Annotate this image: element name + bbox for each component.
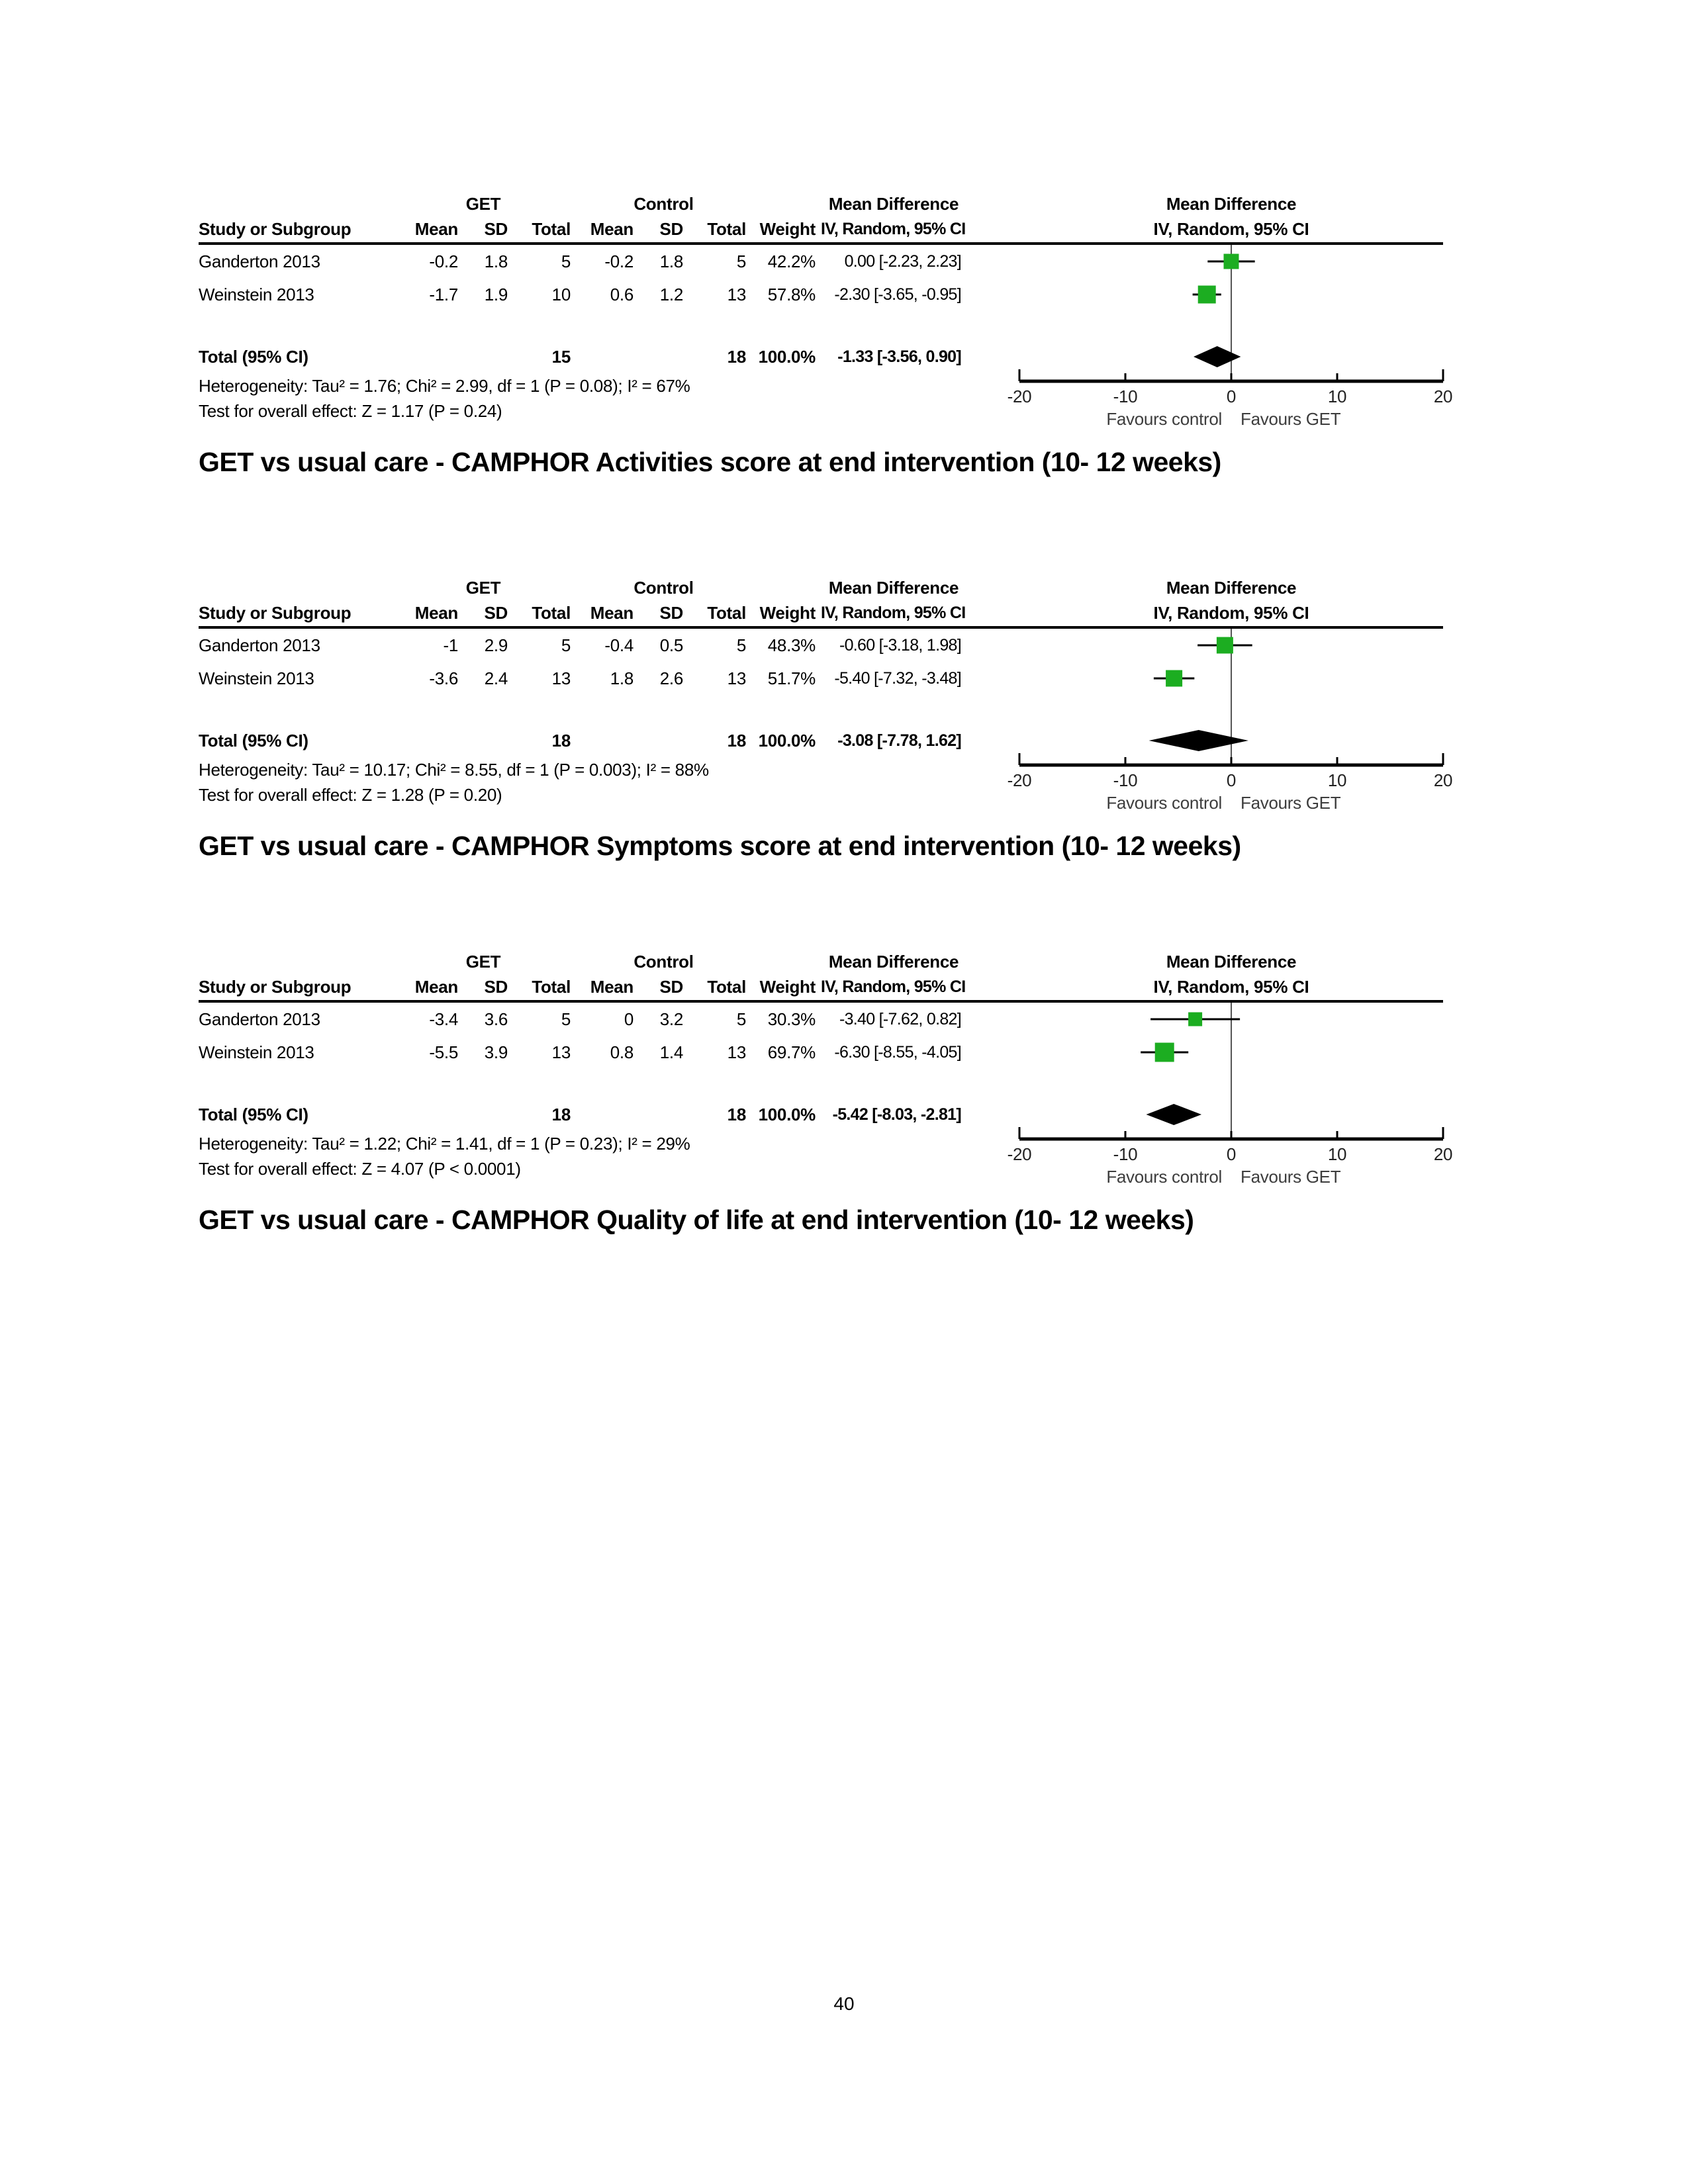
- total-column-header: Total: [532, 218, 571, 239]
- page-number: 40: [833, 1993, 855, 2014]
- figure-block: [199, 576, 1453, 880]
- total-control-n: 18: [727, 346, 746, 367]
- total-ci-text: -5.42 [-8.03, -2.81]: [832, 1105, 961, 1124]
- weight-column-header: Weight: [759, 602, 816, 623]
- axis-tick-label: 20: [1433, 770, 1453, 790]
- axis-tick-label: -20: [1007, 387, 1032, 406]
- sd-column-header: SD: [484, 218, 508, 239]
- sd-column-header: SD: [659, 602, 683, 623]
- forest-plot: [199, 950, 1453, 1187]
- control-mean-value: -0.2: [604, 251, 633, 271]
- figure-block: [199, 950, 1453, 1254]
- total-ci-text: -1.33 [-3.56, 0.90]: [837, 347, 961, 366]
- ci-text: -0.60 [-3.18, 1.98]: [839, 635, 961, 655]
- total-get-n: 18: [551, 730, 571, 751]
- pooled-diamond-marker: [1147, 1104, 1202, 1125]
- favours-left-label: Favours control: [1106, 1167, 1222, 1187]
- favours-left-label: Favours control: [1106, 793, 1222, 813]
- control-mean-value: 0: [624, 1009, 633, 1029]
- overall-effect-text: Test for overall effect: Z = 1.17 (P = 0.24): [199, 400, 502, 421]
- mean-difference-header: Mean Difference: [1166, 577, 1297, 598]
- mean-difference-header: Mean Difference: [828, 577, 959, 598]
- mean-difference-header: Mean Difference: [828, 193, 959, 214]
- study-label: Weinstein 2013: [199, 668, 314, 688]
- get-sd-value: 1.8: [484, 251, 508, 271]
- weight-value: 69.7%: [767, 1042, 816, 1062]
- weight-value: 30.3%: [767, 1009, 816, 1029]
- total-column-header: Total: [707, 976, 746, 997]
- figure-caption: GET vs usual care - CAMPHOR Symptoms score at end intervention (10- 12 weeks): [199, 831, 1241, 861]
- control-mean-value: 0.8: [610, 1042, 633, 1062]
- weight-column-header: Weight: [759, 976, 816, 997]
- control-mean-value: -0.4: [604, 635, 633, 655]
- effect-square-marker: [1198, 286, 1216, 304]
- ci-text: 0.00 [-2.23, 2.23]: [844, 251, 961, 271]
- study-label: Ganderton 2013: [199, 251, 320, 271]
- control-total-value: 13: [727, 668, 746, 688]
- study-column-header: Study or Subgroup: [199, 976, 352, 997]
- get-total-value: 13: [551, 668, 571, 688]
- control-sd-value: 2.6: [659, 668, 683, 688]
- mean-column-header: Mean: [414, 218, 458, 239]
- method-column-header: IV, Random, 95% CI: [821, 219, 966, 238]
- get-mean-value: -3.4: [429, 1009, 458, 1029]
- forest-plot: [199, 576, 1453, 813]
- total-control-n: 18: [727, 730, 746, 751]
- get-mean-value: -1: [443, 635, 458, 655]
- forest-graph: [1007, 576, 1453, 821]
- effect-square-marker: [1166, 670, 1182, 687]
- pooled-diamond-marker: [1194, 346, 1241, 367]
- mean-difference-header: Mean Difference: [1166, 951, 1297, 972]
- total-label: Total (95% CI): [199, 346, 308, 367]
- total-get-n: 18: [551, 1104, 571, 1124]
- total-weight: 100.0%: [758, 346, 816, 367]
- study-label: Ganderton 2013: [199, 1009, 320, 1029]
- study-column-header: Study or Subgroup: [199, 218, 352, 239]
- total-weight: 100.0%: [758, 730, 816, 751]
- total-weight: 100.0%: [758, 1104, 816, 1124]
- total-label: Total (95% CI): [199, 730, 308, 751]
- weight-value: 42.2%: [767, 251, 816, 271]
- effect-square-marker: [1217, 637, 1233, 654]
- control-sd-value: 3.2: [659, 1009, 683, 1029]
- favours-right-label: Favours GET: [1241, 793, 1341, 813]
- control-sd-value: 1.2: [659, 284, 683, 304]
- control-sd-value: 1.8: [659, 251, 683, 271]
- get-total-value: 13: [551, 1042, 571, 1062]
- forest-graph: [1007, 192, 1453, 437]
- method-column-header: IV, Random, 95% CI: [1153, 218, 1309, 239]
- total-ci-text: -3.08 [-7.78, 1.62]: [837, 731, 961, 750]
- get-mean-value: -5.5: [429, 1042, 458, 1062]
- group-header-get: GET: [465, 193, 501, 214]
- heterogeneity-text: Heterogeneity: Tau² = 10.17; Chi² = 8.55, df = 1 (P = 0.003); I² = 88%: [199, 759, 709, 780]
- weight-value: 57.8%: [767, 284, 816, 304]
- sd-column-header: SD: [659, 218, 683, 239]
- control-mean-value: 0.6: [610, 284, 633, 304]
- control-sd-value: 1.4: [659, 1042, 683, 1062]
- heterogeneity-text: Heterogeneity: Tau² = 1.76; Chi² = 2.99, df = 1 (P = 0.08); I² = 67%: [199, 375, 690, 396]
- ci-text: -5.40 [-7.32, -3.48]: [834, 668, 961, 688]
- axis-tick-label: -10: [1113, 1144, 1138, 1164]
- mean-column-header: Mean: [590, 976, 633, 997]
- control-total-value: 13: [727, 1042, 746, 1062]
- get-total-value: 5: [561, 251, 571, 271]
- get-total-value: 5: [561, 635, 571, 655]
- get-total-value: 5: [561, 1009, 571, 1029]
- overall-effect-text: Test for overall effect: Z = 4.07 (P < 0.0001): [199, 1158, 521, 1179]
- mean-column-header: Mean: [414, 602, 458, 623]
- favours-right-label: Favours GET: [1241, 1167, 1341, 1187]
- method-column-header: IV, Random, 95% CI: [821, 603, 966, 622]
- get-total-value: 10: [551, 284, 571, 304]
- effect-square-marker: [1188, 1013, 1202, 1026]
- group-header-get: GET: [465, 951, 501, 972]
- axis-tick-label: -10: [1113, 387, 1138, 406]
- forest-graph: [1007, 950, 1453, 1195]
- group-header-control: Control: [633, 951, 694, 972]
- sd-column-header: SD: [484, 976, 508, 997]
- get-sd-value: 3.6: [484, 1009, 508, 1029]
- group-header-control: Control: [633, 577, 694, 598]
- weight-value: 51.7%: [767, 668, 816, 688]
- method-column-header: IV, Random, 95% CI: [1153, 976, 1309, 997]
- forest-plot: [199, 192, 1453, 429]
- effect-square-marker: [1155, 1043, 1174, 1062]
- figure-caption: GET vs usual care - CAMPHOR Quality of life at end intervention (10- 12 weeks): [199, 1205, 1194, 1235]
- get-mean-value: -3.6: [429, 668, 458, 688]
- axis-tick-label: 10: [1327, 770, 1347, 790]
- figure-caption: GET vs usual care - CAMPHOR Activities score at end intervention (10- 12 weeks): [199, 447, 1221, 477]
- weight-value: 48.3%: [767, 635, 816, 655]
- effect-square-marker: [1224, 254, 1239, 269]
- get-mean-value: -0.2: [429, 251, 458, 271]
- control-mean-value: 1.8: [610, 668, 633, 688]
- axis-tick-label: -20: [1007, 1144, 1032, 1164]
- study-column-header: Study or Subgroup: [199, 602, 352, 623]
- total-column-header: Total: [532, 602, 571, 623]
- get-sd-value: 2.9: [484, 635, 508, 655]
- control-total-value: 5: [736, 251, 746, 271]
- sd-column-header: SD: [484, 602, 508, 623]
- axis-tick-label: 20: [1433, 1144, 1453, 1164]
- control-total-value: 13: [727, 284, 746, 304]
- axis-tick-label: 10: [1327, 387, 1347, 406]
- axis-tick-label: -20: [1007, 770, 1032, 790]
- mean-difference-header: Mean Difference: [828, 951, 959, 972]
- get-sd-value: 3.9: [484, 1042, 508, 1062]
- get-sd-value: 2.4: [484, 668, 508, 688]
- ci-text: -2.30 [-3.65, -0.95]: [834, 285, 961, 304]
- axis-tick-label: 10: [1327, 1144, 1347, 1164]
- figure-block: [199, 192, 1453, 496]
- get-sd-value: 1.9: [484, 284, 508, 304]
- total-column-header: Total: [707, 218, 746, 239]
- mean-column-header: Mean: [414, 976, 458, 997]
- method-column-header: IV, Random, 95% CI: [1153, 602, 1309, 623]
- ci-text: -6.30 [-8.55, -4.05]: [834, 1042, 961, 1062]
- favours-left-label: Favours control: [1106, 409, 1222, 429]
- study-label: Ganderton 2013: [199, 635, 320, 655]
- total-control-n: 18: [727, 1104, 746, 1124]
- ci-text: -3.40 [-7.62, 0.82]: [839, 1009, 961, 1028]
- study-label: Weinstein 2013: [199, 284, 314, 304]
- heterogeneity-text: Heterogeneity: Tau² = 1.22; Chi² = 1.41, df = 1 (P = 0.23); I² = 29%: [199, 1133, 690, 1154]
- total-column-header: Total: [532, 976, 571, 997]
- mean-column-header: Mean: [590, 218, 633, 239]
- method-column-header: IV, Random, 95% CI: [821, 977, 966, 996]
- control-total-value: 5: [736, 1009, 746, 1029]
- total-column-header: Total: [707, 602, 746, 623]
- axis-tick-label: -10: [1113, 770, 1138, 790]
- weight-column-header: Weight: [759, 218, 816, 239]
- group-header-get: GET: [465, 577, 501, 598]
- total-label: Total (95% CI): [199, 1104, 308, 1124]
- overall-effect-text: Test for overall effect: Z = 1.28 (P = 0.20): [199, 784, 502, 805]
- pooled-diamond-marker: [1149, 730, 1248, 751]
- control-sd-value: 0.5: [659, 635, 683, 655]
- control-total-value: 5: [736, 635, 746, 655]
- get-mean-value: -1.7: [429, 284, 458, 304]
- axis-tick-label: 0: [1226, 1144, 1237, 1164]
- axis-tick-label: 0: [1226, 387, 1237, 406]
- axis-tick-label: 0: [1226, 770, 1237, 790]
- mean-column-header: Mean: [590, 602, 633, 623]
- total-get-n: 15: [551, 346, 571, 367]
- study-label: Weinstein 2013: [199, 1042, 314, 1062]
- sd-column-header: SD: [659, 976, 683, 997]
- mean-difference-header: Mean Difference: [1166, 193, 1297, 214]
- favours-right-label: Favours GET: [1241, 409, 1341, 429]
- group-header-control: Control: [633, 193, 694, 214]
- axis-tick-label: 20: [1433, 387, 1453, 406]
